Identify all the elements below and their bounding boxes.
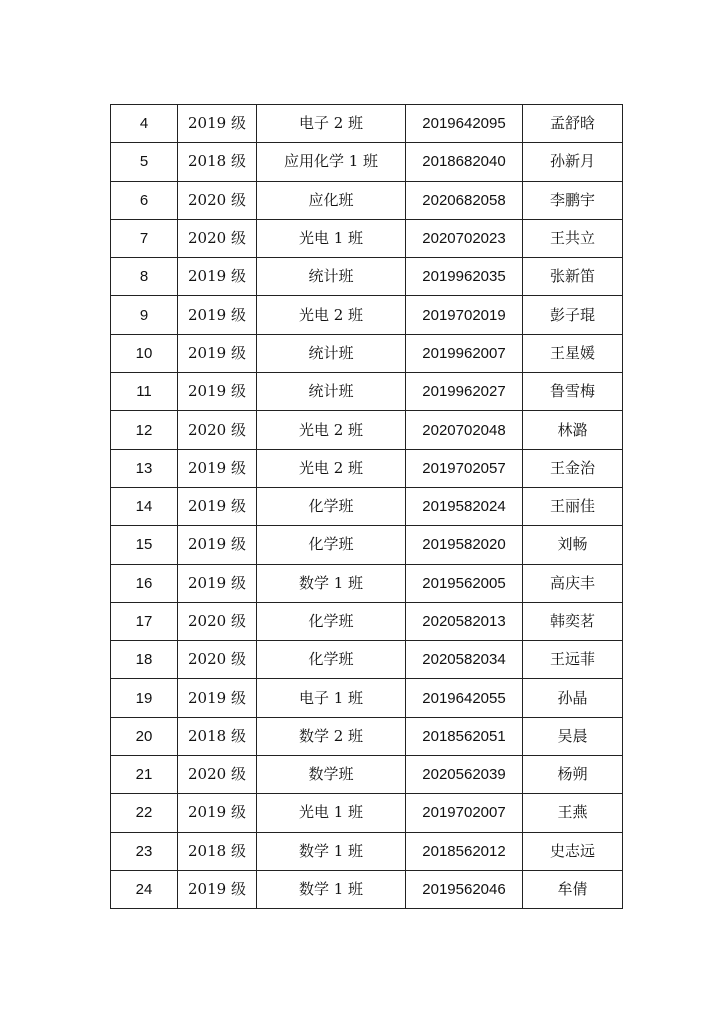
- student-name-cell: 林潞: [523, 411, 623, 449]
- row-number-cell: 21: [111, 756, 178, 794]
- student-name-cell: 刘畅: [523, 526, 623, 564]
- row-number-cell: 9: [111, 296, 178, 334]
- student-name-cell: 杨朔: [523, 756, 623, 794]
- student-id-cell: 2019702057: [406, 449, 523, 487]
- class-cell: 数学 2 班: [257, 717, 406, 755]
- student-id-cell: 2019962027: [406, 373, 523, 411]
- student-name-cell: 韩奕茗: [523, 602, 623, 640]
- roster-body: [111, 105, 623, 909]
- table-row: [111, 564, 623, 602]
- student-id-cell: 2019562005: [406, 564, 523, 602]
- table-row: [111, 258, 623, 296]
- student-id-cell: 2020582034: [406, 641, 523, 679]
- student-name-cell: 孙晶: [523, 679, 623, 717]
- grade-cell: 2019 级: [178, 334, 257, 372]
- student-id-cell: 2019702019: [406, 296, 523, 334]
- table-row: [111, 411, 623, 449]
- student-name-cell: 史志远: [523, 832, 623, 870]
- grade-cell: 2019 级: [178, 679, 257, 717]
- class-cell: 统计班: [257, 373, 406, 411]
- student-name-cell: 孟舒晗: [523, 105, 623, 143]
- student-id-cell: 2019582020: [406, 526, 523, 564]
- student-id-cell: 2020702048: [406, 411, 523, 449]
- row-number-cell: 17: [111, 602, 178, 640]
- table-row: [111, 602, 623, 640]
- row-number-cell: 20: [111, 717, 178, 755]
- class-cell: 光电 2 班: [257, 296, 406, 334]
- class-cell: 数学 1 班: [257, 832, 406, 870]
- row-number-cell: 24: [111, 870, 178, 908]
- student-name-cell: 张新笛: [523, 258, 623, 296]
- row-number-cell: 7: [111, 219, 178, 257]
- grade-cell: 2019 级: [178, 526, 257, 564]
- class-cell: 统计班: [257, 334, 406, 372]
- grade-cell: 2019 级: [178, 373, 257, 411]
- row-number-cell: 15: [111, 526, 178, 564]
- table-row: [111, 794, 623, 832]
- row-number-cell: 12: [111, 411, 178, 449]
- student-id-cell: 2018682040: [406, 143, 523, 181]
- student-name-cell: 高庆丰: [523, 564, 623, 602]
- student-id-cell: 2019642055: [406, 679, 523, 717]
- class-cell: 应化班: [257, 181, 406, 219]
- row-number-cell: 4: [111, 105, 178, 143]
- row-number-cell: 19: [111, 679, 178, 717]
- student-name-cell: 王燕: [523, 794, 623, 832]
- table-row: [111, 641, 623, 679]
- student-name-cell: 王远菲: [523, 641, 623, 679]
- grade-cell: 2020 级: [178, 641, 257, 679]
- table-row: [111, 296, 623, 334]
- row-number-cell: 6: [111, 181, 178, 219]
- student-name-cell: 王星媛: [523, 334, 623, 372]
- student-id-cell: 2019642095: [406, 105, 523, 143]
- class-cell: 化学班: [257, 641, 406, 679]
- row-number-cell: 5: [111, 143, 178, 181]
- table-row: [111, 756, 623, 794]
- student-id-cell: 2019562046: [406, 870, 523, 908]
- grade-cell: 2019 级: [178, 258, 257, 296]
- student-id-cell: 2019962035: [406, 258, 523, 296]
- row-number-cell: 11: [111, 373, 178, 411]
- row-number-cell: 14: [111, 487, 178, 525]
- table-row: [111, 717, 623, 755]
- grade-cell: 2019 级: [178, 296, 257, 334]
- grade-cell: 2020 级: [178, 411, 257, 449]
- class-cell: 数学 1 班: [257, 870, 406, 908]
- table-row: [111, 181, 623, 219]
- student-id-cell: 2018562012: [406, 832, 523, 870]
- table-row: [111, 832, 623, 870]
- student-name-cell: 王共立: [523, 219, 623, 257]
- row-number-cell: 8: [111, 258, 178, 296]
- grade-cell: 2020 级: [178, 181, 257, 219]
- class-cell: 电子 2 班: [257, 105, 406, 143]
- table-row: [111, 679, 623, 717]
- row-number-cell: 18: [111, 641, 178, 679]
- grade-cell: 2018 级: [178, 717, 257, 755]
- grade-cell: 2019 级: [178, 564, 257, 602]
- class-cell: 光电 2 班: [257, 449, 406, 487]
- grade-cell: 2020 级: [178, 756, 257, 794]
- student-id-cell: 2020562039: [406, 756, 523, 794]
- student-id-cell: 2019962007: [406, 334, 523, 372]
- student-name-cell: 王金治: [523, 449, 623, 487]
- student-id-cell: 2018562051: [406, 717, 523, 755]
- table-row: [111, 373, 623, 411]
- table-row: [111, 870, 623, 908]
- class-cell: 数学 1 班: [257, 564, 406, 602]
- student-id-cell: 2020582013: [406, 602, 523, 640]
- class-cell: 光电 1 班: [257, 219, 406, 257]
- student-id-cell: 2019702007: [406, 794, 523, 832]
- class-cell: 统计班: [257, 258, 406, 296]
- table-row: [111, 449, 623, 487]
- grade-cell: 2019 级: [178, 449, 257, 487]
- grade-cell: 2019 级: [178, 794, 257, 832]
- row-number-cell: 10: [111, 334, 178, 372]
- student-name-cell: 王丽佳: [523, 487, 623, 525]
- student-name-cell: 孙新月: [523, 143, 623, 181]
- row-number-cell: 22: [111, 794, 178, 832]
- table-row: [111, 334, 623, 372]
- table-row: [111, 219, 623, 257]
- student-name-cell: 彭子琨: [523, 296, 623, 334]
- table-row: [111, 487, 623, 525]
- student-roster-table: [110, 104, 623, 909]
- class-cell: 光电 2 班: [257, 411, 406, 449]
- table-row: [111, 105, 623, 143]
- class-cell: 化学班: [257, 526, 406, 564]
- grade-cell: 2019 级: [178, 487, 257, 525]
- student-id-cell: 2020682058: [406, 181, 523, 219]
- class-cell: 化学班: [257, 487, 406, 525]
- grade-cell: 2020 级: [178, 602, 257, 640]
- class-cell: 化学班: [257, 602, 406, 640]
- class-cell: 电子 1 班: [257, 679, 406, 717]
- row-number-cell: 23: [111, 832, 178, 870]
- row-number-cell: 13: [111, 449, 178, 487]
- student-name-cell: 吴晨: [523, 717, 623, 755]
- student-id-cell: 2020702023: [406, 219, 523, 257]
- grade-cell: 2018 级: [178, 832, 257, 870]
- student-name-cell: 李鹏宇: [523, 181, 623, 219]
- table-row: [111, 143, 623, 181]
- grade-cell: 2020 级: [178, 219, 257, 257]
- grade-cell: 2019 级: [178, 105, 257, 143]
- grade-cell: 2019 级: [178, 870, 257, 908]
- row-number-cell: 16: [111, 564, 178, 602]
- class-cell: 光电 1 班: [257, 794, 406, 832]
- student-name-cell: 牟倩: [523, 870, 623, 908]
- student-name-cell: 鲁雪梅: [523, 373, 623, 411]
- table-row: [111, 526, 623, 564]
- student-id-cell: 2019582024: [406, 487, 523, 525]
- class-cell: 数学班: [257, 756, 406, 794]
- grade-cell: 2018 级: [178, 143, 257, 181]
- class-cell: 应用化学 1 班: [257, 143, 406, 181]
